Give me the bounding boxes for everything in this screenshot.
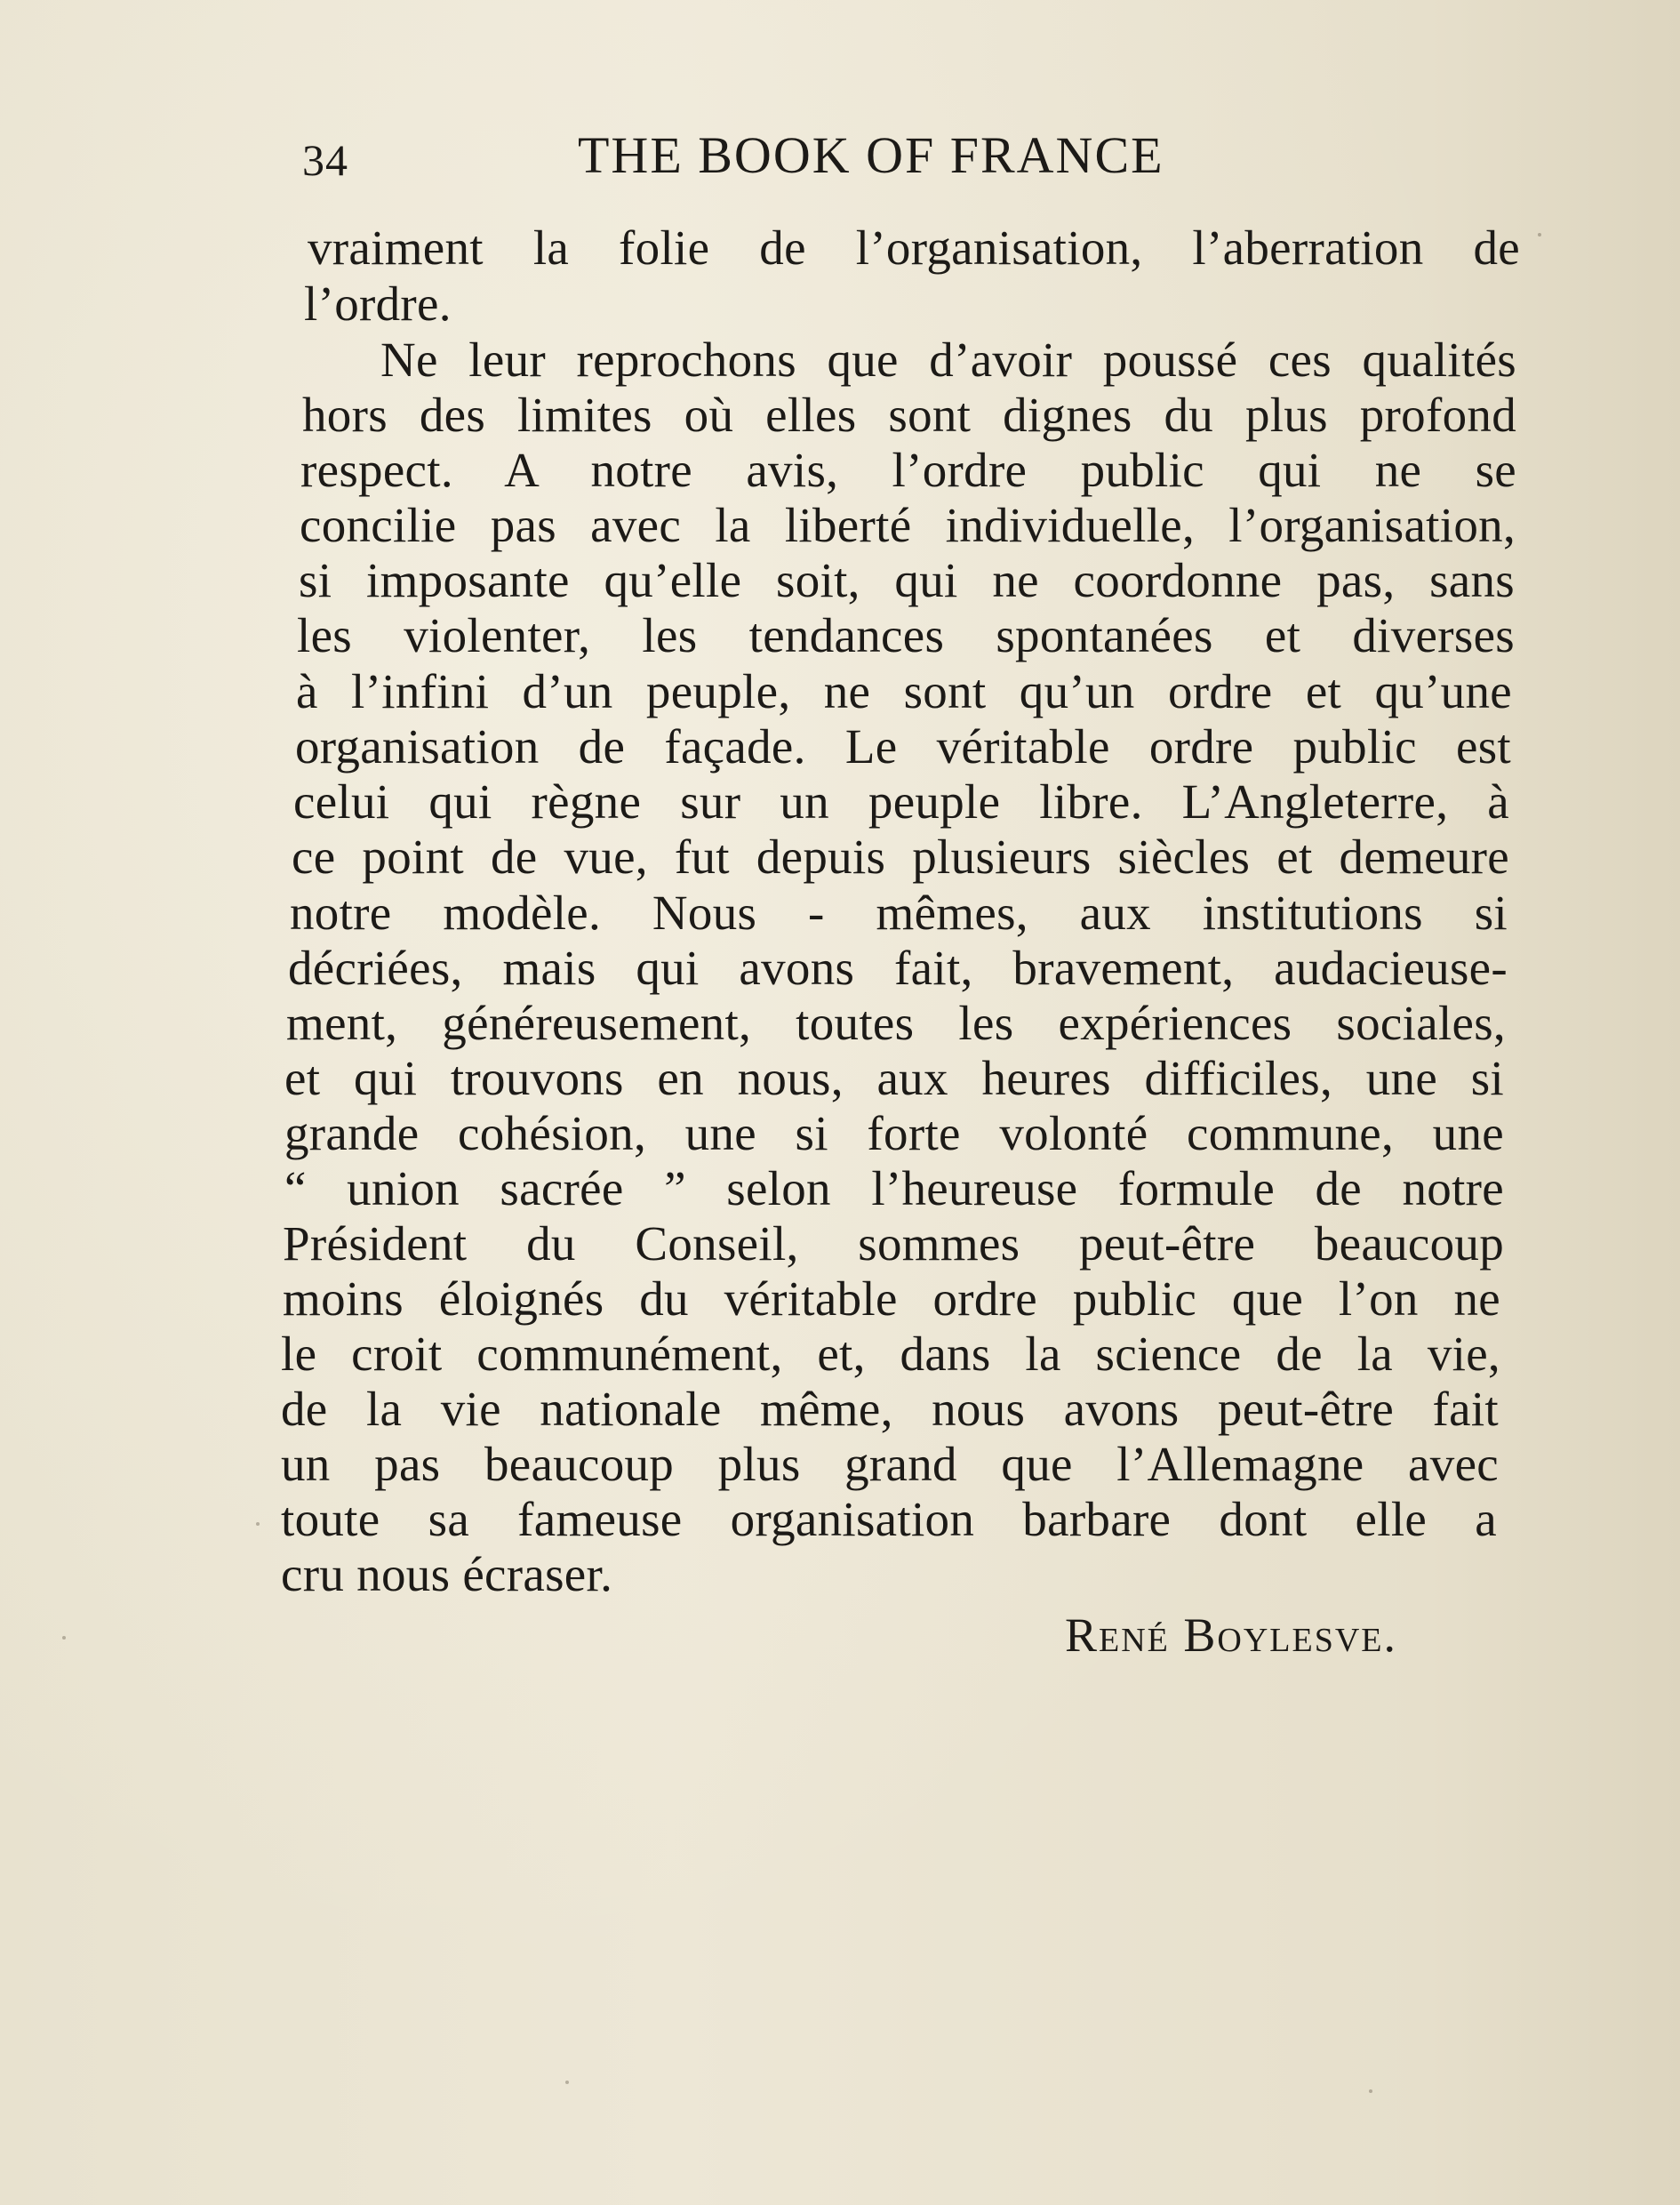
- text-line: de la vie nationale même, nous avons peut-être fait: [281, 1382, 1499, 1436]
- text-line: si imposante qu’elle soit, qui ne coordonne pas, sans: [299, 553, 1515, 607]
- text-line: un pas beaucoup plus grand que l’Allemagne avec: [281, 1437, 1499, 1491]
- text-line: grande cohésion, une si forte volonté commune, une: [284, 1106, 1504, 1160]
- text-line: celui qui règne sur un peuple libre. L’Angleterre, à: [293, 774, 1509, 829]
- text-line: Ne leur reprochons que d’avoir poussé ces qualités: [380, 333, 1516, 387]
- book-title: THE BOOK OF FRANCE: [578, 126, 1164, 184]
- text-line: concilie pas avec la liberté individuelle, l’organisation,: [300, 498, 1516, 552]
- body-text: [0, 220, 1680, 1643]
- text-line: cru nous écraser.: [281, 1547, 613, 1601]
- text-line: organisation de façade. Le véritable ordre public est: [295, 719, 1511, 774]
- paper-speck: [565, 2081, 569, 2084]
- author-signature: René Boylesve.: [1065, 1608, 1397, 1662]
- text-line: l’ordre.: [304, 277, 452, 331]
- running-head: [302, 126, 1244, 188]
- text-line: ce point de vue, fut depuis plusieurs siècles et demeure: [292, 830, 1509, 884]
- text-line: ment, généreusement, toutes les expériences sociales,: [286, 996, 1506, 1050]
- text-line: les violenter, les tendances spontanées et diverses: [297, 608, 1515, 662]
- text-line: et qui trouvons en nous, aux heures difficiles, une si: [284, 1051, 1504, 1105]
- text-line: notre modèle. Nous - mêmes, aux institutions si: [290, 886, 1508, 940]
- text-line: à l’infini d’un peuple, ne sont qu’un ordre et qu’une: [296, 664, 1512, 718]
- text-line: le croit communément, et, dans la science de la vie,: [281, 1327, 1500, 1381]
- text-line: vraiment la folie de l’organisation, l’aberration de: [308, 220, 1520, 275]
- text-line: moins éloignés du véritable ordre public que l’on ne: [283, 1271, 1500, 1326]
- paper-speck: [1369, 2089, 1372, 2093]
- text-line: hors des limites où elles sont dignes du plus profond: [302, 388, 1516, 442]
- text-line: décriées, mais qui avons fait, bravement, audacieuse-: [288, 941, 1508, 995]
- text-line: toute sa fameuse organisation barbare dont elle a: [281, 1492, 1497, 1546]
- text-line: Président du Conseil, sommes peut-être beaucoup: [283, 1216, 1504, 1271]
- text-line: “ union sacrée ” selon l’heureuse formule de notre: [284, 1161, 1504, 1215]
- text-line: respect. A notre avis, l’ordre public qui ne se: [300, 443, 1516, 497]
- page-number: 34: [302, 135, 348, 185]
